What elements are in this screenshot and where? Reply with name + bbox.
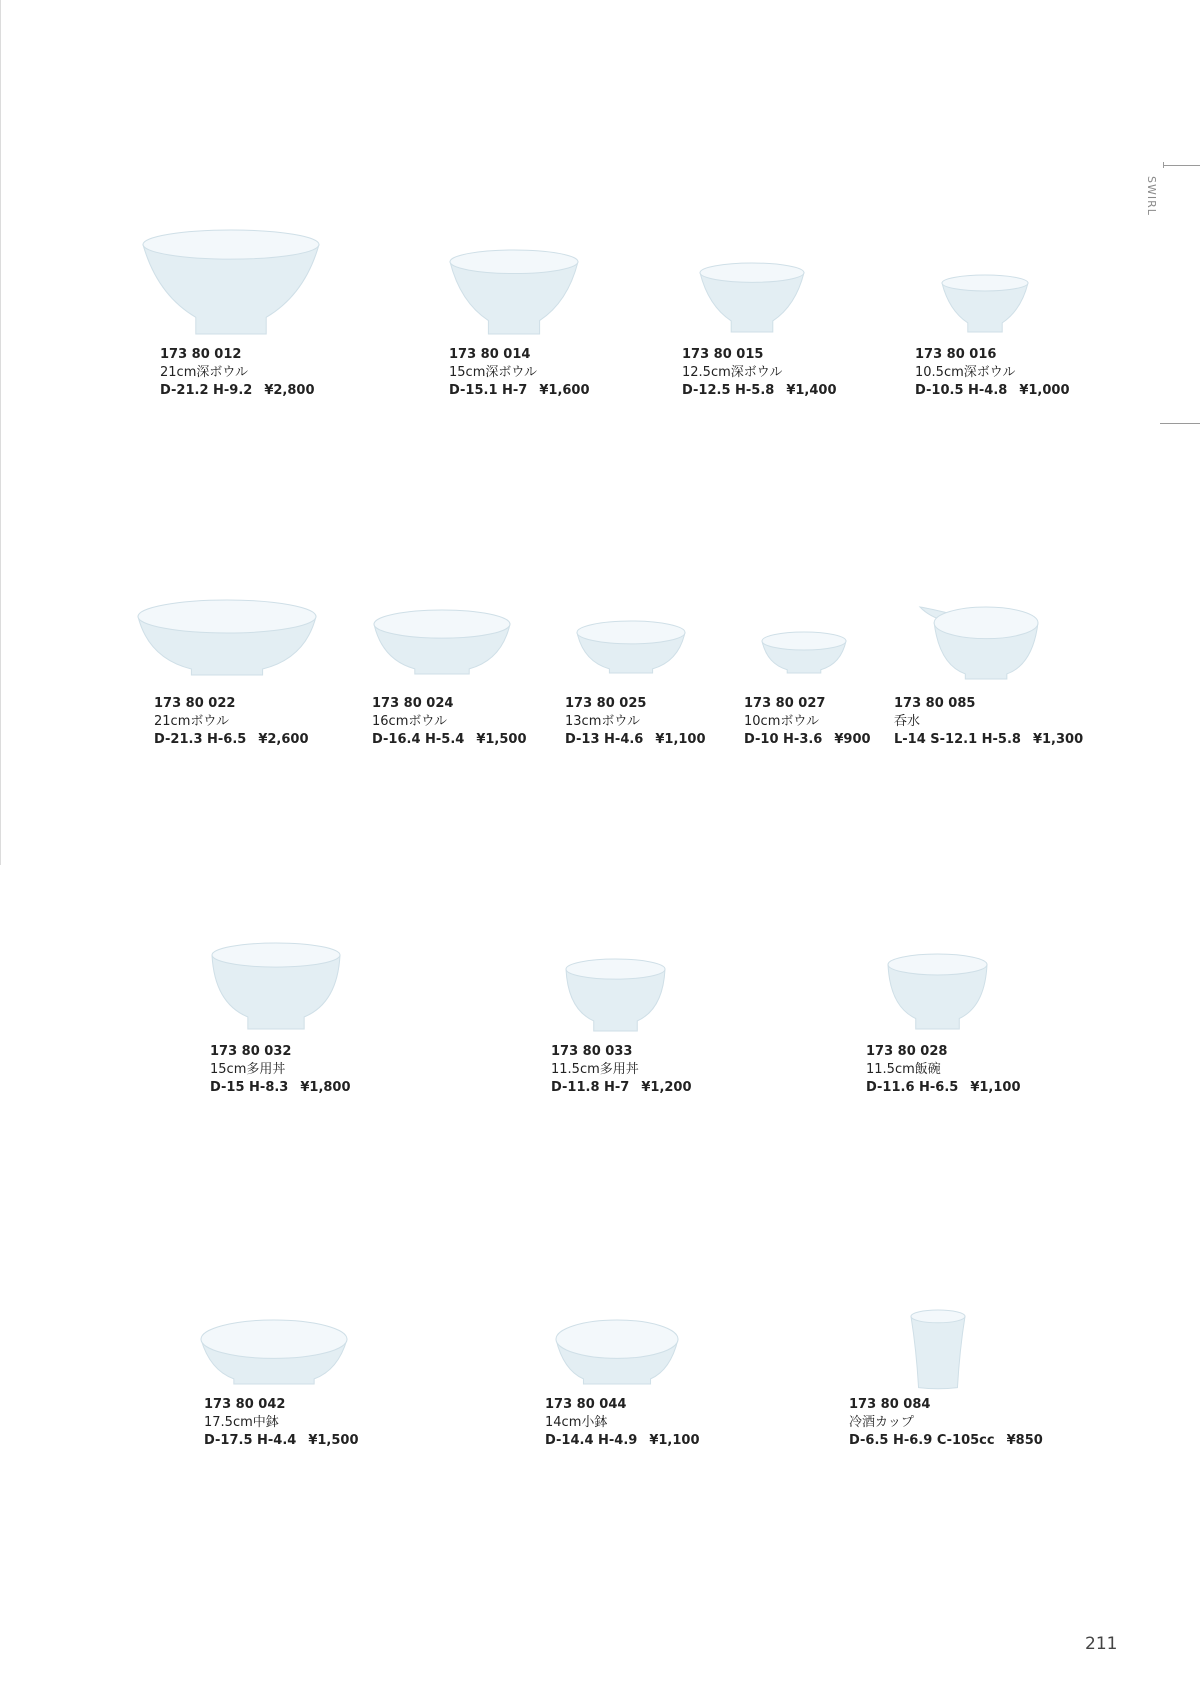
product-photo-footed-bowl [566,959,665,1031]
product-caption [915,346,1070,400]
product-dimensions: D-12.5 H-5.8 [682,383,775,398]
product-spec-line [551,1079,692,1097]
product-photo-spout-bowl [920,607,1038,679]
product-photo-shallow-bowl [577,621,685,673]
product-caption [744,695,871,749]
product-caption [565,695,706,749]
product-price: ¥1,500 [476,732,527,747]
product-dimensions: D-10.5 H-4.8 [915,383,1008,398]
product-price: ¥1,200 [641,1080,692,1095]
product-price: ¥1,300 [1032,732,1084,747]
product-photo-cup [911,1310,965,1390]
product-price: ¥1,600 [539,383,590,398]
product-price: ¥2,800 [264,383,315,398]
product-photo-deep-bowl [450,250,578,334]
product-caption [894,695,1083,749]
product-caption [160,346,315,400]
product-spec-line [866,1079,1021,1097]
product-dimensions: D-6.5 H-6.9 C-105cc [849,1433,995,1448]
product-price: ¥1,100 [649,1433,700,1448]
product-price: ¥850 [1006,1433,1043,1448]
product-photo-low-bowl [556,1320,678,1384]
product-dimensions: D-16.4 H-5.4 [372,732,465,747]
product-name: 11.5cm飯碗 [866,1062,941,1077]
product-photo-footed-bowl [888,954,987,1029]
product-spec-line [849,1432,1043,1450]
product-name: 10.5cm深ボウル [915,365,1016,380]
product-price: ¥1,400 [786,383,837,398]
product-price: ¥1,000 [1019,383,1070,398]
product-name: 12.5cm深ボウル [682,365,783,380]
product-dimensions: D-13 H-4.6 [565,732,644,747]
product-dimensions: D-14.4 H-4.9 [545,1433,638,1448]
product-spec-line [545,1432,700,1450]
product-name: 21cm深ボウル [160,365,248,380]
product-caption [682,346,837,400]
product-photo-deep-bowl [700,263,804,332]
product-spec-line [154,731,309,749]
product-caption [449,346,590,400]
product-spec-line [894,731,1083,749]
product-dimensions: D-11.6 H-6.5 [866,1080,959,1095]
product-name: 17.5cm中鉢 [204,1415,279,1430]
product-price: ¥2,600 [258,732,309,747]
product-name: 15cm多用丼 [210,1062,286,1077]
product-code: 173 80 044 [545,1397,627,1412]
product-caption [866,1043,1021,1097]
product-price: ¥1,800 [300,1080,351,1095]
product-code: 173 80 022 [154,696,236,711]
side-tab-label: SWIRL [1145,176,1158,216]
product-code: 173 80 024 [372,696,454,711]
product-caption [551,1043,692,1097]
product-spec-line [744,731,871,749]
product-name: 14cm小鉢 [545,1415,608,1430]
product-price: ¥1,100 [970,1080,1021,1095]
product-dimensions: D-10 H-3.6 [744,732,823,747]
product-photo-shallow-bowl [374,610,510,674]
product-dimensions: D-11.8 H-7 [551,1080,630,1095]
product-spec-line [160,382,315,400]
product-photo-shallow-bowl [138,600,316,675]
product-code: 173 80 015 [682,347,764,362]
product-caption [372,695,527,749]
product-name: 10cmボウル [744,714,819,729]
product-spec-line [449,382,590,400]
product-caption [154,695,309,749]
product-code: 173 80 085 [894,696,976,711]
product-photo-low-bowl [201,1320,347,1384]
product-dimensions: D-15.1 H-7 [449,383,528,398]
product-code: 173 80 014 [449,347,531,362]
product-caption [545,1396,700,1450]
product-code: 173 80 084 [849,1397,931,1412]
left-margin-rule [0,0,1,865]
product-code: 173 80 028 [866,1044,948,1059]
product-dimensions: D-17.5 H-4.4 [204,1433,297,1448]
product-photo-footed-bowl [212,943,340,1029]
product-name: 15cm深ボウル [449,365,537,380]
product-name: 11.5cm多用丼 [551,1062,639,1077]
product-code: 173 80 042 [204,1397,286,1412]
product-dimensions: D-21.3 H-6.5 [154,732,247,747]
product-price: ¥900 [834,732,871,747]
product-dimensions: L-14 S-12.1 H-5.8 [894,732,1021,747]
product-spec-line [565,731,706,749]
product-spec-line [210,1079,351,1097]
product-name: 21cmボウル [154,714,229,729]
product-caption [210,1043,351,1097]
side-tab-rule-bottom [1160,423,1200,424]
product-spec-line [204,1432,359,1450]
side-tab-rule-top-h [1163,165,1200,166]
product-name: 13cmボウル [565,714,640,729]
product-code: 173 80 033 [551,1044,633,1059]
product-caption [849,1396,1043,1450]
product-dimensions: D-15 H-8.3 [210,1080,289,1095]
product-code: 173 80 025 [565,696,647,711]
product-caption [204,1396,359,1450]
product-dimensions: D-21.2 H-9.2 [160,383,253,398]
product-code: 173 80 032 [210,1044,292,1059]
product-name: 冷酒カップ [849,1415,914,1430]
product-name: 呑水 [894,714,921,729]
product-code: 173 80 016 [915,347,997,362]
product-name: 16cmボウル [372,714,447,729]
product-code: 173 80 027 [744,696,826,711]
product-spec-line [682,382,837,400]
product-photo-deep-bowl [143,230,319,334]
product-code: 173 80 012 [160,347,242,362]
product-photo-deep-bowl [942,275,1028,332]
product-price: ¥1,500 [308,1433,359,1448]
product-spec-line [915,382,1070,400]
product-photo-shallow-bowl [762,632,846,673]
page-number: 211 [1085,1634,1118,1654]
product-spec-line [372,731,527,749]
product-price: ¥1,100 [655,732,706,747]
